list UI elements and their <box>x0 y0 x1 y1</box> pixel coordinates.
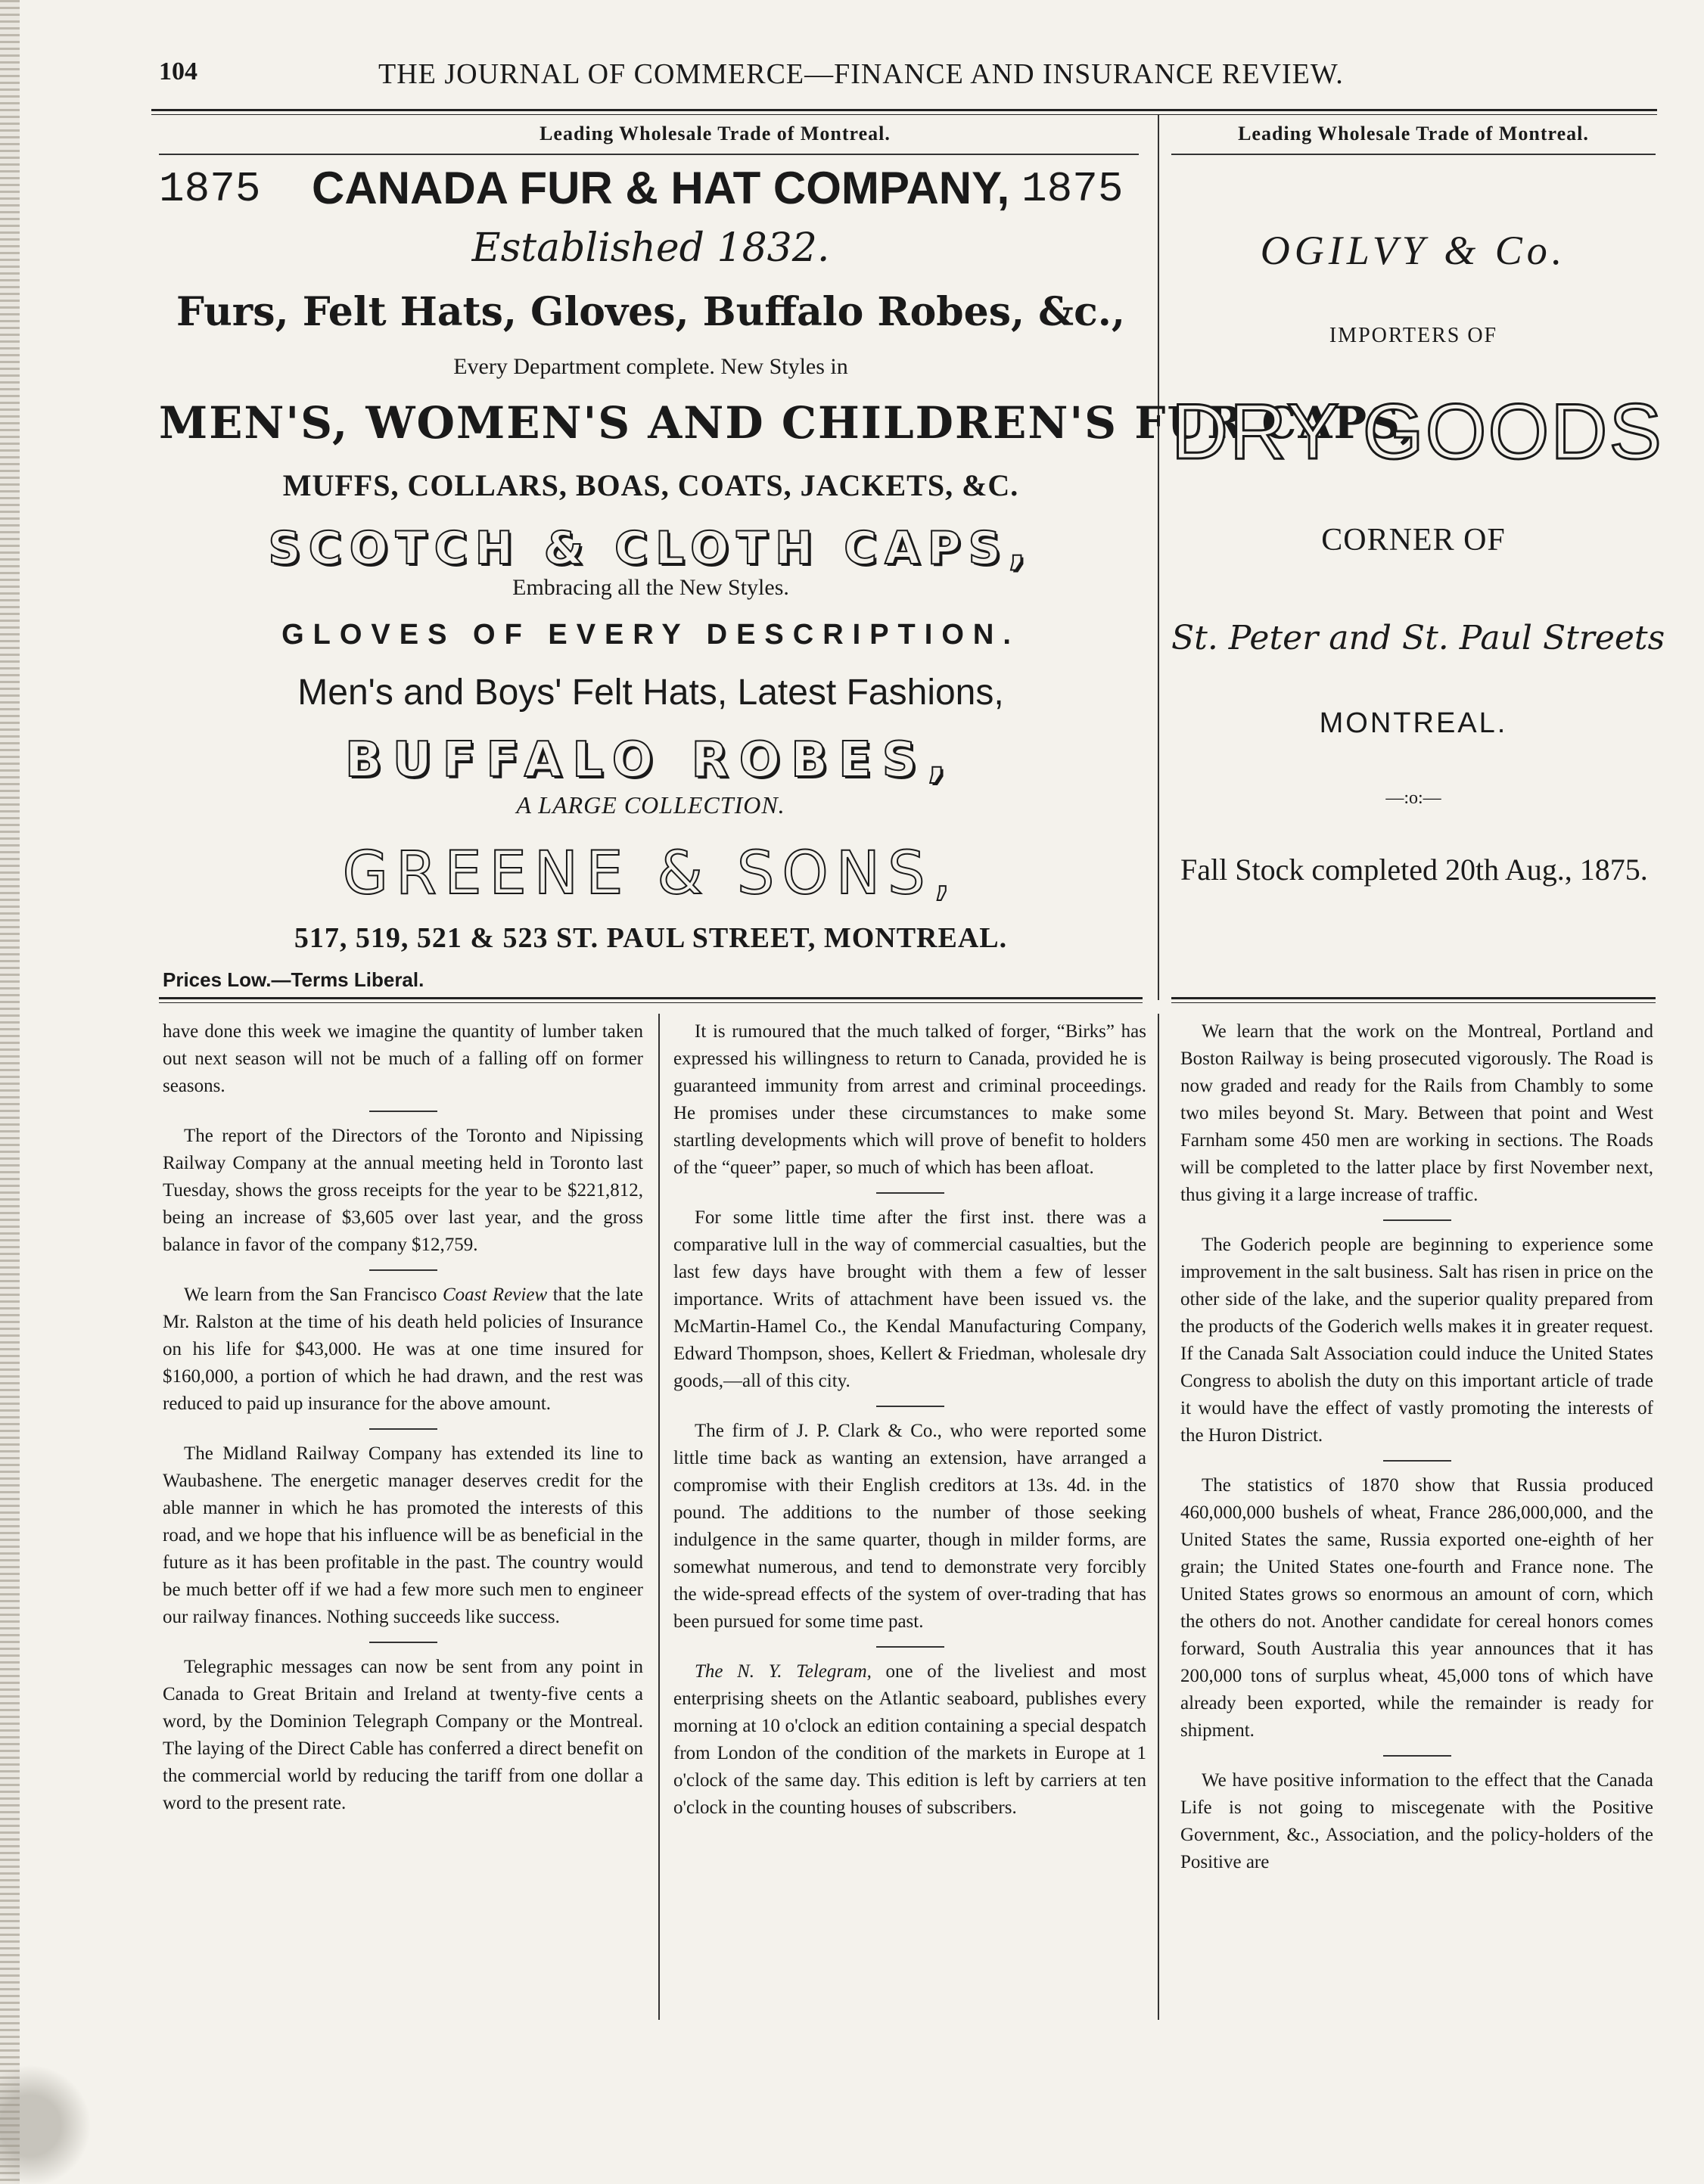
article-forger-birks: It is rumoured that the much talked of forger, “Birks” has expressed his willingness to return to Canada, provided he is guaranteed immunity from arrest and criminal proceedings. He promises under these circumstances to make some startling developments which will prove of benefit to holders of the “queer” paper, so much of which has been afloat. <box>673 1021 1146 1178</box>
ad-prices: Prices Low.—Terms Liberal. <box>163 968 424 991</box>
journal-title: THE JOURNAL OF COMMERCE—FINANCE AND INSURANCE REVIEW. <box>378 58 1344 90</box>
article-separator <box>876 1646 944 1648</box>
ad-every-department: Every Department complete. New Styles in <box>453 354 848 379</box>
ad-gloves-line: GLOVES OF EVERY DESCRIPTION. <box>281 619 1020 651</box>
article-toronto-nipissing: The report of the Directors of the Toronto and Nipissing Railway Company at the annual meeting held in Toronto last Tuesday, shows the gross receipts for the year to be $221,812, being an increase of $3,605 over last year, and the gross balance in favor of the company $12,759. <box>163 1126 643 1255</box>
ad-left-bottom-rule <box>159 997 1143 1003</box>
article-separator <box>369 1642 437 1643</box>
column-3 <box>1180 1018 1653 1876</box>
article-commercial-casualties: For some little time after the first inst. there was a comparative lull in the way of commercial casualties, but the last few days have brought with them a few of lesser importance. Writs of attachment have been issued vs. the McMartin-Hamel Co., the Kendal Manufacturing Company, Edward Thompson, shoes, Kellert & Friedman, wholesale dry goods,—all of this city. <box>673 1207 1146 1391</box>
ad-year-left: 1875 <box>159 165 261 213</box>
dry-goods: DRY GOODS <box>1171 388 1663 476</box>
corner-of: CORNER OF <box>1321 523 1506 558</box>
header-rule <box>151 109 1657 115</box>
column-rule-2 <box>1158 1014 1159 2020</box>
scanned-page-edge <box>0 0 20 2184</box>
ad-fur-caps: MEN'S, WOMEN'S AND CHILDREN'S FUR CAPS, <box>159 397 1417 449</box>
article-telegraph-rates: Telegraphic messages can now be sent from any point in Canada to Great Britain and Ireland at twenty-five cents a word, by the Dominion Telegraph Company or the Montreal. The laying of the Direct Cable has conferred a direct benefit on the commercial world by reducing the tariff from one dollar a word to the present rate. <box>163 1657 643 1813</box>
page-header <box>151 51 1665 97</box>
article-separator <box>369 1111 437 1112</box>
article-wheat-statistics: The statistics of 1870 show that Russia produced 460,000,000 bushels of wheat, France 286,000,000, and the United States the same, Russia exported one-eighth of her grain; the United States one-fourth and France none. The United States grows so enormous an amount of corn, which the others do not. Another candidate for cereal honors comes forward, South Australia this year announces that it has 200,000 tons of surplus wheat, 45,000 tons of which have already been exported, while the remainder is ready for shipment. <box>1180 1475 1653 1741</box>
fall-stock-notice: Fall Stock completed 20th Aug., 1875. <box>1180 853 1648 887</box>
ad-right-bottom-rule <box>1171 997 1656 1003</box>
ad-scotch-caps: SCOTCH & CLOTH CAPS, <box>268 522 1034 575</box>
ad-large-collection: A LARGE COLLECTION. <box>516 791 785 819</box>
ad-company-name: CANADA FUR & HAT COMPANY, <box>312 163 1010 213</box>
ad-left-top-rule <box>159 154 1139 155</box>
page-number: 104 <box>159 57 197 85</box>
ad-right-section-label: Leading Wholesale Trade of Montreal. <box>1238 123 1589 144</box>
column-rule-1 <box>658 1014 660 2020</box>
column-1 <box>163 1018 643 1817</box>
city-label: MONTREAL. <box>1319 707 1508 739</box>
ad-greene-sons: GREENE & SONS, <box>342 840 959 908</box>
ad-column-divider <box>1158 115 1159 1000</box>
article-separator <box>876 1406 944 1407</box>
streets-address: St. Peter and St. Paul Streets <box>1171 619 1665 657</box>
article-separator <box>876 1192 944 1194</box>
article-midland-railway: The Midland Railway Company has extended its line to Waubashene. The energetic manager deserves credit for the able manner in which he has promoted the interests of this road, and we hope that his influence will be as beneficial in the future as it has been profitable in the past. The country would be much better off if we had a few more such men to engineer our railway finances. Nothing succeeds like success. <box>163 1443 643 1627</box>
article-separator <box>1383 1219 1451 1221</box>
publication-name: Coast Review <box>443 1285 548 1305</box>
article-lumber-continued: have done this week we imagine the quantity of lumber taken out next season will not be much of a falling off on former seasons. <box>163 1021 643 1096</box>
article-separator <box>1383 1755 1451 1757</box>
ogilvy-company: OGILVY & Co. <box>1260 228 1567 273</box>
importers-label: IMPORTERS OF <box>1329 324 1498 347</box>
ad-embracing: Embracing all the New Styles. <box>512 575 789 600</box>
ad-right-top-rule <box>1171 154 1656 155</box>
ornament-divider: —:o:— <box>1385 788 1441 808</box>
article-ralston-insurance: We learn from the San Francisco Coast Review that the late Mr. Ralston at the time of his death held policies of Insurance on his life for $43,000. He was at one time insured for $160,000, a portion of which he had drawn, and the rest was reduced to paid up insurance for the above amount. <box>163 1285 643 1414</box>
column-2 <box>673 1018 1146 1822</box>
ad-address: 517, 519, 521 & 523 ST. PAUL STREET, MONTREAL. <box>294 922 1008 954</box>
article-separator <box>369 1428 437 1430</box>
article-ny-telegram: The N. Y. Telegram, one of the liveliest and most enterprising sheets on the Atlantic seaboard, publishes every morning at 10 o'clock an edition containing a special despatch from London of the condition of the markets in Europe at 1 o'clock of the same day. This edition is left by carriers at ten o'clock in the counting houses of subscribers. <box>673 1661 1146 1818</box>
ad-buffalo-robes: BUFFALO ROBES, <box>344 732 957 788</box>
ad-year-right: 1875 <box>1021 165 1124 213</box>
ad-furs-line: Furs, Felt Hats, Gloves, Buffalo Robes, &c., <box>176 289 1125 335</box>
ad-felt-hats: Men's and Boys' Felt Hats, Latest Fashions, <box>297 673 1004 713</box>
article-clark-compromise: The firm of J. P. Clark & Co., who were reported some little time back as wanting an extension, have arranged a compromise with their English creditors at 13s. 4d. in the pound. The additions to the number of those seeking indulgence in the same quarter, though in milder forms, are somewhat numerous, and tend to demonstrate very forcibly the wide-spread effects of the system of over-trading that has been pursued for some time past. <box>673 1421 1146 1632</box>
ad-muffs-line: MUFFS, COLLARS, BOAS, COATS, JACKETS, &C. <box>282 468 1019 502</box>
scan-smudge <box>0 2035 1704 2184</box>
article-canada-life: We have positive information to the effect that the Canada Life is not going to miscegenate with the Positive Government, &c., Association, and the policy-holders of the Positive are <box>1180 1770 1653 1872</box>
publication-name: The N. Y. Telegram, <box>695 1661 872 1682</box>
ad-left-section-label: Leading Wholesale Trade of Montreal. <box>539 123 891 144</box>
article-montreal-portland-railway: We learn that the work on the Montreal, Portland and Boston Railway is being prosecuted vigorously. The Road is now graded and ready for the Rails from Chambly to some two miles beyond St. Mary. Between that point and West Farnham some 450 men are working in sections. The Roads will be completed to the latter place by first November next, thus giving it a large increase of traffic. <box>1180 1021 1653 1205</box>
article-goderich-salt: The Goderich people are beginning to experience some improvement in the salt business. Salt has risen in price on the other side of the lake, and the superior quality prepared from the products of the Goderich wells makes it in greater request. If the Canada Salt Association could induce the United States Congress to abolish the duty on this important article of trade it would have the effect of vastly promoting the interests of the Huron District. <box>1180 1235 1653 1446</box>
article-separator <box>369 1269 437 1271</box>
article-separator <box>1383 1460 1451 1462</box>
ad-established: Established 1832. <box>471 225 830 271</box>
